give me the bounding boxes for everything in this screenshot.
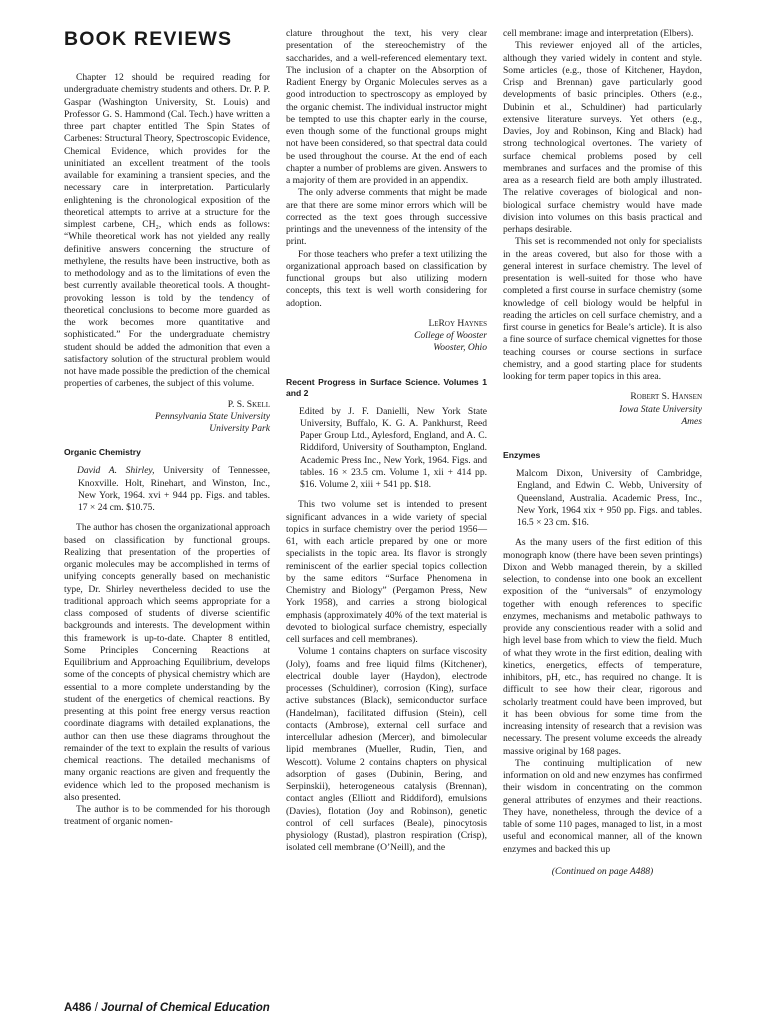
reviewer-location: Wooster, Ohio xyxy=(433,342,487,354)
page-number: A486 xyxy=(64,1002,92,1014)
review-paragraph: For those teachers who prefer a text utilizing the organizational approach based on classification by functional groups but also utilizing modern concepts, this text is well worth considering for adoption. xyxy=(286,248,487,309)
column-left xyxy=(64,72,270,829)
column-right xyxy=(503,28,702,878)
reviewer-affiliation: Iowa State University xyxy=(619,403,702,415)
review-paragraph-continued: cell membrane: image and interpretation (Elbers). xyxy=(503,28,694,39)
reviewer-location: University Park xyxy=(209,423,270,434)
review-paragraph: The only adverse comments that might be made are that there are some minor errors which will be corrected as the text goes through successive printings and the unevenness of the intensity of the print. xyxy=(286,187,487,248)
book-citation xyxy=(64,465,270,514)
continued-note: (Continued on page A488) xyxy=(551,865,654,877)
book-details: University of Tennessee, Knoxville. Holt, Rinehart, and Winston, Inc., New York, 1964. xvi + 944 pp. Figs. and tables. 17 × 24 cm. $10.75. xyxy=(78,465,271,513)
reviewer-name: LeRoy Haynes xyxy=(428,317,487,329)
book-citation: Malcom Dixon, University of Cambridge, England, and Edwin C. Webb, University of Queensland, Australia. Academic Press, Inc., New York, 1964 xix + 950 pp. Figs. and tables. 16.5 × 23 cm. $16. xyxy=(516,468,702,528)
reviewer-affiliation: College of Wooster xyxy=(414,330,487,341)
reviewer-name: P. S. Skell xyxy=(227,398,270,410)
book-author: David A. Shirley, xyxy=(77,465,155,477)
review-title: Organic Chemistry xyxy=(64,447,141,458)
review-paragraph-continued: clature throughout the text, his very clear presentation of the stereochemistry of the saccharides, and a well-referenced elementary text. The inclusion of a chapter on the Absorption of Radient Energy by Organic Molecules serves as a good introduction to spectroscopy as employed by the organic chemist. The individual instructor might be tempted to use this chapter early in the course, even though some of the functional groups might not have been considered, so that spectral data could be used throughout the course. At the end of each chapter a number of problems are given. Answers to a majority of them are provided in an appendix. xyxy=(286,28,487,186)
journal-name: Journal of Chemical Education xyxy=(101,1002,270,1014)
review-title: Enzymes xyxy=(503,450,541,460)
reviewer-name: Robert S. Hansen xyxy=(630,391,702,403)
review-paragraph: The author has chosen the organizational approach based on classification by functional groups. Realizing that presentation of the properties of organic molecules may be accomplished in terms of unifying concepts generally based on mechanistic type, Dr. Shirley nevertheless decided to use the traditional approach which seems appropriate for a class composed of students of diverse scientific backgrounds and interests. The development within this framework is up-to-date. Chapter 8 entitled, Some Principles Concerning Reactions at Equilibrium and Approaching Equilibrium, develops some of the concepts of physical chemistry which are essential to a more complete understanding by the student of the energetics of chemical reactions. By presenting at this point free energy versus reaction coordinate diagrams with detailed explanations, the author can then use these diagrams throughout the remainder of the text to explain the results of various chemical reactions. The detailed mechanisms of many organic reactions are given and frequently the evidence which led to the proposed mechanism is also presented. xyxy=(64,522,270,803)
review-title: Recent Progress in Surface Science. Volumes 1 and 2 xyxy=(286,376,487,398)
page-footer xyxy=(64,1002,270,1014)
review-paragraph: The author is to be commended for his thorough treatment of organic nomen- xyxy=(64,804,270,828)
review-paragraph: As the many users of the first edition of this monograph know (there have been seven printings) Dixon and Webb managed therein, by a skilled selection, to condense into one book an excellent exposition of the “universals” of enzymology together with enough references to specific enzymes, mechanisms and metabolic pathways to provide any conscientious reader with a solid and high level base from which to view the field. Much of what they wrote in the first edition, dealing with kinetics, energetics, effects of temperature, inhibitors, pH, etc., has required no change. It is difficult to see how their clear, rigorous and scholarly treatment could have been improved, but it has been obvious for some time from the increasing intensity of research that a revision was necessary. The present volume exceeds the already massive original by 168 pages. xyxy=(503,537,702,757)
reviewer-affiliation: Pennsylvania State University xyxy=(154,410,270,422)
review-paragraph: This reviewer enjoyed all of the articles, although they varied widely in content and style. Some articles (e.g., those of Kitchener, Haydon, Crisp and Brennan) gave particularly good developments of basic principles. Others (e.g., Dubinin et al., Schuldiner) had particularly extensive literature surveys. Yet others (e.g., Davies, Joy and Robinson, King and Black) had strong technological overtones. The variety of surface chemical problems posed by cell membranes and surfaces and the promise of this area as a research field are both amply illustrated. The relative coverages of biological and non-biological surface chemistry would have made division into volumes on this basis practical and perhaps desirable. xyxy=(503,40,702,235)
review-paragraph: This set is recommended not only for specialists in the areas covered, but also for those with a general interest in surface chemistry. The level of presentation is well-suited for those who have completed a first course in surface chemistry (some knowledge of cell biology would be helpful in reading the articles on cell surface chemistry, and a first course in genetics for Beale’s article). It is also a fine source of surface chemical vignettes for those teaching courses or course sections in surface chemistry, and a good starting place for students looking for term paper topics in this area. xyxy=(503,236,702,382)
masthead: BOOK REVIEWS xyxy=(64,28,233,50)
review-paragraph: The continuing multiplication of new information on old and new enzymes has confirmed their wisdom in concentrating on the common general attributes of enzymes and their reactions. They have, nonetheless, through the device of a table of some 110 pages, managed to list, in a most useful and economical manner, all of the known enzymes and backed this up xyxy=(503,757,702,855)
footer-separator: / xyxy=(94,1002,98,1014)
column-middle xyxy=(286,28,487,855)
review-paragraph: This two volume set is intended to present significant advances in a wide variety of special topics in surface chemistry over the period 1956—61, with each article prepared by one or more specialists in the topic area. Its flavor is strongly reminiscent of the earlier special topics collection by the same editors “Surface Phenomena in Chemistry and Biology” (Pergamon Press, New York 1958), and carries a strong biological emphasis (approximately 40% of the text material is devoted to biological surface chemistry, especially cell surfaces and cell membranes). xyxy=(286,499,487,645)
reviewer-location: Ames xyxy=(681,415,702,427)
review-paragraph: Chapter 12 should be required reading for undergraduate chemistry students and others. Dr. P. P. Gaspar (Washington University, St. Louis) and Professor G. S. Hammond (Cal. Tech.) have written a three part chapter entitled The Spin States of Carbenes: Structural Theory, Spectroscopic Evidence, Chemical Evidence, which provides for the uninitiated an excellent treatment of the tools available for examining a transient species, and the necessary care in interpretation. Particularly enlightening is the chronological exposition of the theoretical attempts to arrive at a structure for the simplest carbene, CH₂, which ends as follows: “While theoretical work has not yielded any really definitive answers concerning the structure of methylene, the results have been instructive, both as to methodology and as to the limitations of even the best currently available theoretical tools. A thought-provoking lesson is told by the tendency of theoretical conclusions to become more guarded as the work becomes more quantitative and sophisticated.” For the undergraduate chemistry student should be added the admonition that even a satisfactory solution of the structural problem would not have made possible the prediction of the chemical properties of carbenes, the subject of this volume. xyxy=(64,72,270,390)
review-paragraph: Volume 1 contains chapters on surface viscosity (Joly), foams and free liquid films (Kitchener), electrical double layer (Haydon), electrode processes (Schuldiner), corrosion (King), surface active substances (Black), semiconductor surface (Handelman), facilitated diffusion (Stein), cell contacts (Ambrose), external cell surface and intercellular adhesion (Mercer), and bimolecular lipid membranes (Mueller, Rudin, Tien, and Wescott). Volume 2 contains chapters on physical adsorption of gases (Dubinin, Bering, and Serpinskii), heterogeneous catalysis (Brennan), contact angles (Elliott and Riddiford), emulsions (Davies), flotation (Joy and Robinson), genetic control of cell surfaces (Beale), pinocytosis physiology (Rustad), plastron respiration (Crisp), isolated cell membrane (O’Neill), and the xyxy=(286,646,487,854)
book-citation: Edited by J. F. Danielli, New York State University, Buffalo, K. G. A. Pankhurst, Reed Paper Group Ltd., Aylesford, England, and A. C. Riddiford, University of Southampton, England. Academic Press Inc., New York, 1964. Figs. and tables. 16 × 23.5 cm. Volume 1, xii + 414 pp. $16. Volume 2, xiii + 541 pp. $18. xyxy=(299,405,487,490)
